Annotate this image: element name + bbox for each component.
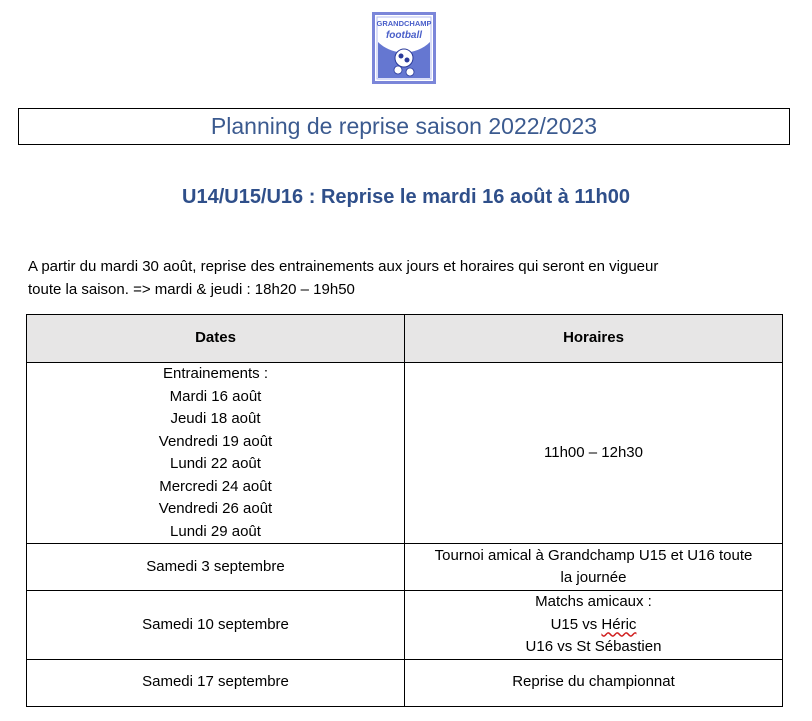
spellcheck-word: Héric: [601, 615, 637, 633]
grandchamp-football-logo: [372, 12, 436, 84]
cell-horaire: [405, 591, 783, 660]
cell-date: Samedi 10 septembre: [27, 591, 405, 660]
cell-horaire: 11h00 – 12h30: [405, 363, 783, 544]
date-line: Vendredi 19 août: [158, 432, 273, 450]
cell-horaire: [405, 544, 783, 591]
intro-line-2: toute la saison. => mardi & jeudi : 18h20 – 19h50: [28, 281, 355, 298]
horaire-line: la journée: [560, 569, 627, 586]
logo-text-main: football: [385, 30, 423, 41]
cell-horaire: Reprise du championnat: [405, 659, 783, 706]
table-row: [27, 363, 783, 544]
table-row: [27, 544, 783, 591]
date-line: Lundi 22 août: [170, 455, 261, 472]
date-line: Jeudi 18 août: [170, 410, 261, 427]
horaire-line: U16 vs St Sébastien: [525, 638, 662, 655]
date-line: Mardi 16 août: [169, 387, 262, 405]
date-line: Vendredi 26 août: [158, 500, 273, 517]
table-header-row: [27, 315, 783, 363]
title-box: [18, 108, 790, 145]
schedule-table: [26, 314, 783, 707]
cell-dates: [27, 363, 405, 544]
horaire-line: Tournoi amical à Grandchamp U15 et U16 toute: [434, 546, 753, 564]
intro-line-1: A partir du mardi 30 août, reprise des entrainements aux jours et horaires qui seront en vigueur: [28, 258, 659, 275]
logo-text-top: GRANDCHAMP: [376, 19, 432, 28]
date-line: Entrainements :: [162, 365, 269, 382]
horaire-line: Matchs amicaux :: [535, 593, 652, 610]
header-dates: Dates: [27, 315, 405, 363]
header-horaires: Horaires: [405, 315, 783, 363]
cell-date: Samedi 17 septembre: [27, 659, 405, 706]
date-line: Lundi 29 août: [170, 522, 261, 540]
horaire-line: [411, 614, 776, 637]
table-row: [27, 591, 783, 660]
table-row: [27, 659, 783, 706]
intro-paragraph: [28, 255, 788, 301]
page-title: Planning de reprise saison 2022/2023: [210, 113, 598, 139]
horaire-prefix: U15 vs: [550, 615, 602, 633]
subtitle: U14/U15/U16 : Reprise le mardi 16 août à 11h00: [182, 186, 630, 208]
cell-date: Samedi 3 septembre: [27, 544, 405, 591]
date-line: Mercredi 24 août: [159, 477, 272, 495]
